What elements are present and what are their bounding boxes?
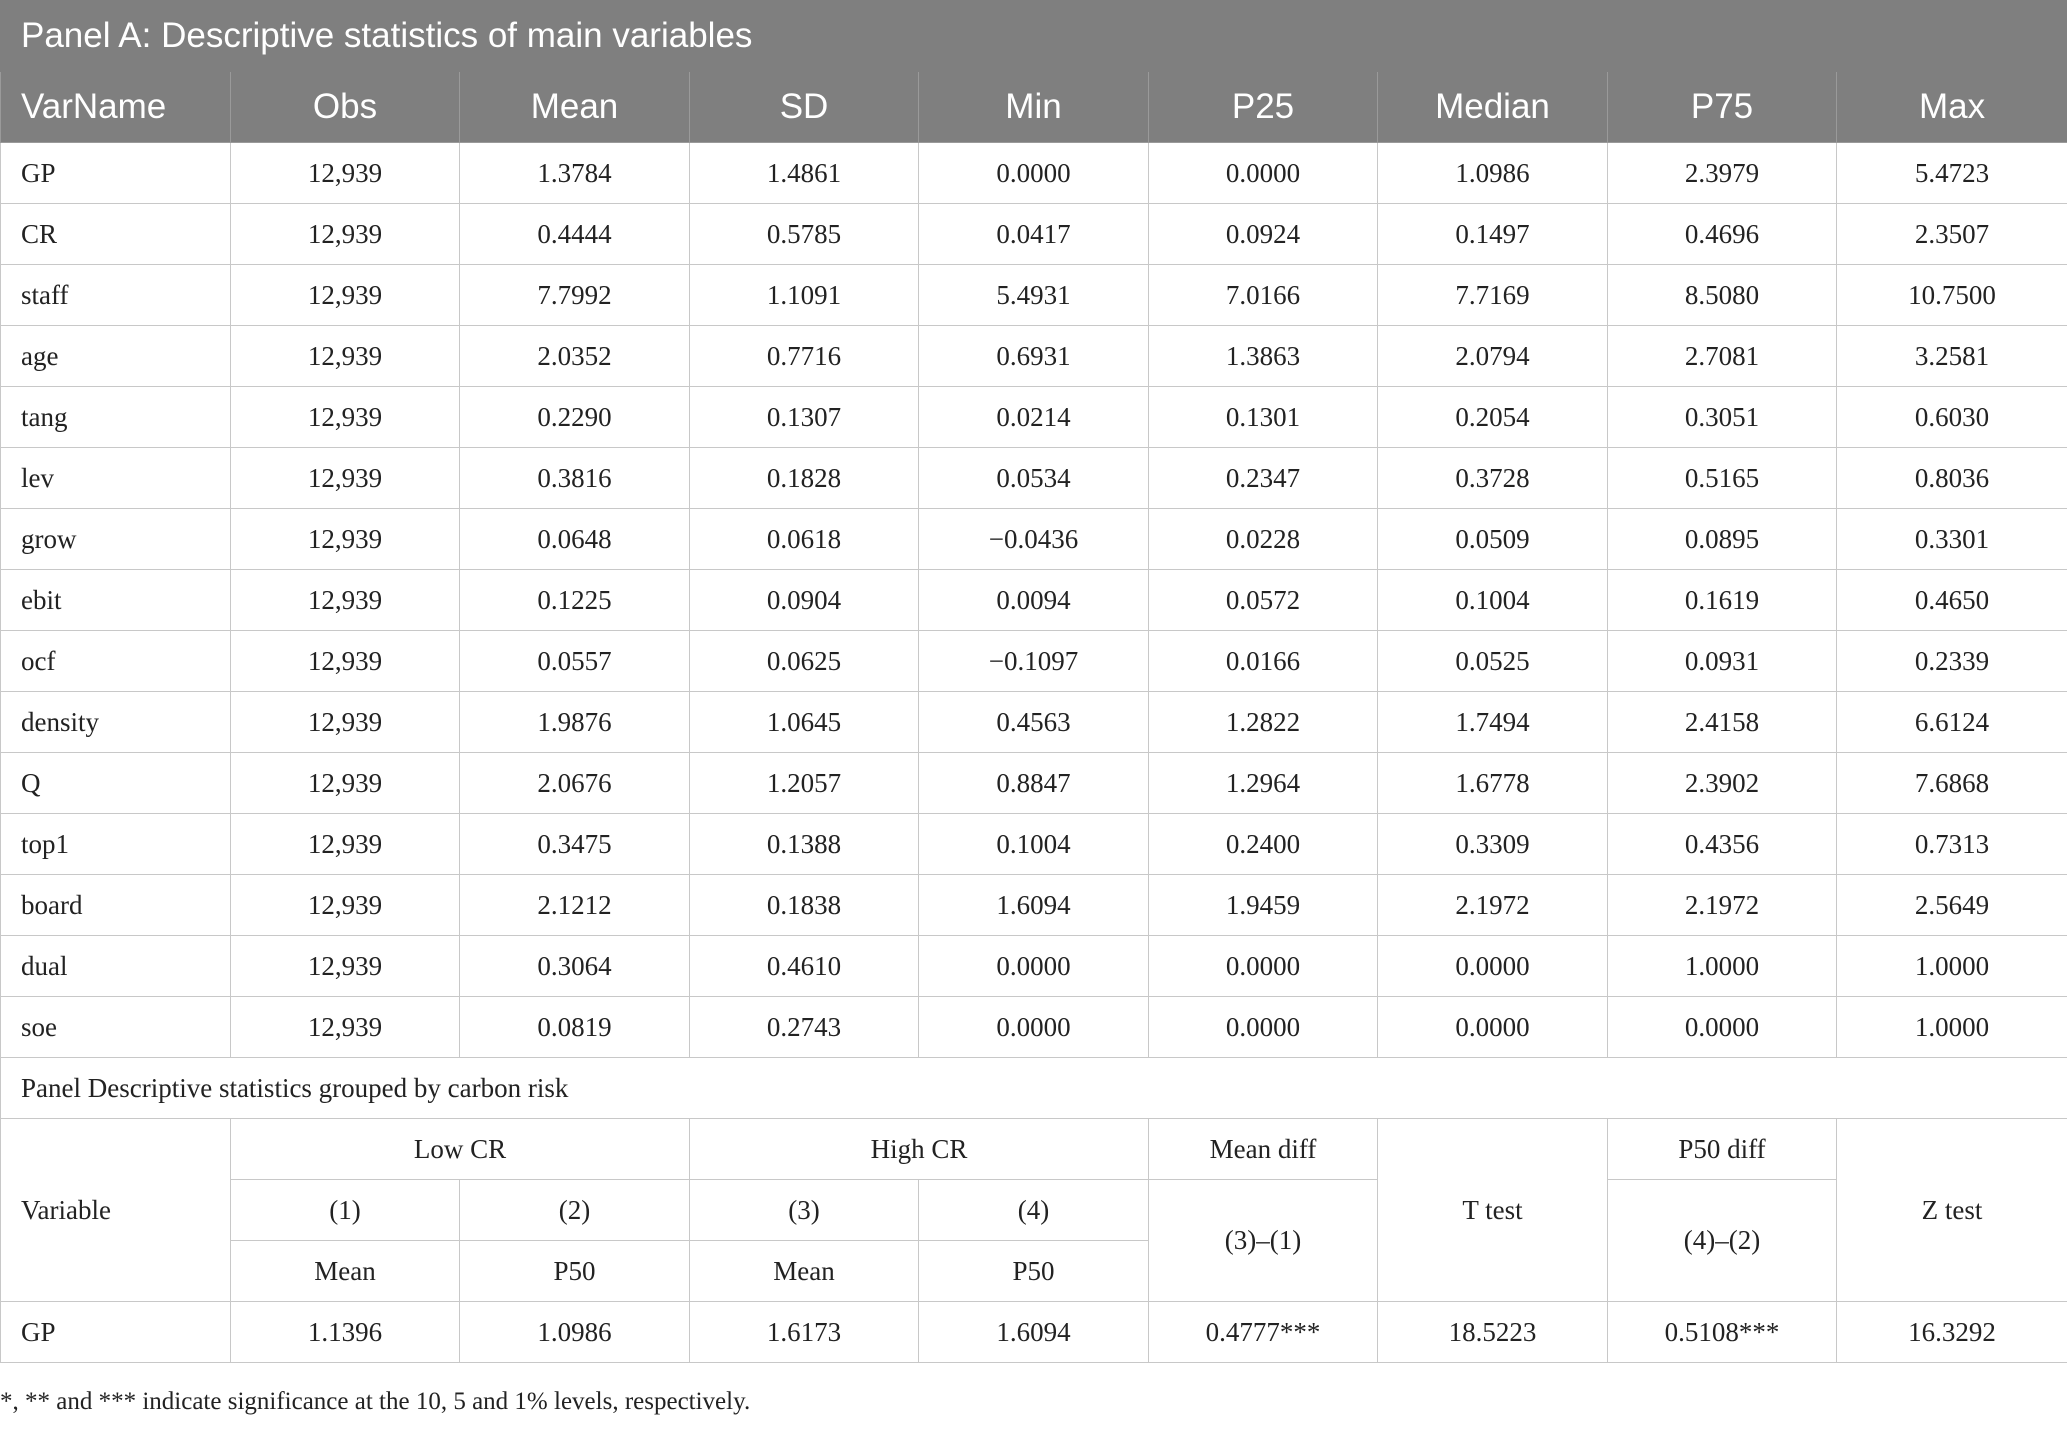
table-cell: 0.0417 — [919, 204, 1149, 265]
panel-b-variable-label: Variable — [1, 1119, 231, 1302]
table-cell: 7.6868 — [1837, 753, 2067, 814]
panel-b-low-cr-label: Low CR — [231, 1119, 690, 1180]
table-cell: 2.1972 — [1378, 875, 1608, 936]
panel-b-p50-diff-formula: (4)–(2) — [1608, 1180, 1837, 1302]
footnote: *, ** and *** indicate significance at the 10, 5 and 1% levels, respectively. — [0, 1388, 751, 1415]
table-cell: 1.4861 — [690, 143, 919, 204]
table-cell: 0.3475 — [460, 814, 690, 875]
table-cell: 2.1212 — [460, 875, 690, 936]
table-cell: 0.8847 — [919, 753, 1149, 814]
table-cell: 0.0000 — [1149, 936, 1378, 997]
panel-b-stat-p50-4: P50 — [919, 1241, 1149, 1302]
table-cell: 12,939 — [231, 387, 460, 448]
header-varname: VarName — [1, 72, 231, 143]
table-cell: 0.0931 — [1608, 631, 1837, 692]
panel-b-stat-mean-3: Mean — [690, 1241, 919, 1302]
table-cell: 0.0000 — [919, 143, 1149, 204]
table-cell: 1.2822 — [1149, 692, 1378, 753]
table-cell: 1.6778 — [1378, 753, 1608, 814]
table-cell: 0.2054 — [1378, 387, 1608, 448]
panel-b-title-row — [1, 1058, 2067, 1119]
table-cell: 0.0000 — [1608, 997, 1837, 1058]
row-variable-name: GP — [1, 143, 231, 204]
table-row — [1, 448, 2067, 509]
header-p25: P25 — [1149, 72, 1378, 143]
table-cell: 1.7494 — [1378, 692, 1608, 753]
panel-b-title: Panel Descriptive statistics grouped by carbon risk — [1, 1058, 2067, 1119]
table-cell: 0.0000 — [1378, 997, 1608, 1058]
table-cell: 0.0228 — [1149, 509, 1378, 570]
table-cell: 12,939 — [231, 204, 460, 265]
table-cell: 1.0645 — [690, 692, 919, 753]
panel-b-col-4: (4) — [919, 1180, 1149, 1241]
row-variable-name: board — [1, 875, 231, 936]
table-cell: 0.0534 — [919, 448, 1149, 509]
table-cell: 0.0000 — [1378, 936, 1608, 997]
panel-b-header-row-1 — [1, 1119, 2067, 1180]
table-row — [1, 387, 2067, 448]
table-cell: 12,939 — [231, 143, 460, 204]
table-cell: 0.0000 — [919, 936, 1149, 997]
row-variable-name: CR — [1, 204, 231, 265]
table-cell: 0.0000 — [1149, 143, 1378, 204]
table-cell: 0.6030 — [1837, 387, 2067, 448]
table-cell: 12,939 — [231, 631, 460, 692]
table-cell: 1.2964 — [1149, 753, 1378, 814]
table-row — [1, 997, 2067, 1058]
table-cell: 0.0819 — [460, 997, 690, 1058]
table-cell: 0.4610 — [690, 936, 919, 997]
table-cell: 0.2347 — [1149, 448, 1378, 509]
table-cell: 2.1972 — [1608, 875, 1837, 936]
table-cell: 8.5080 — [1608, 265, 1837, 326]
table-cell: 12,939 — [231, 997, 460, 1058]
table-row — [1, 509, 2067, 570]
panel-b-low-p50: 1.0986 — [460, 1302, 690, 1363]
table-cell: 0.3301 — [1837, 509, 2067, 570]
table-cell: 2.3979 — [1608, 143, 1837, 204]
table-cell: 0.2290 — [460, 387, 690, 448]
table-cell: 12,939 — [231, 814, 460, 875]
panel-b-high-mean: 1.6173 — [690, 1302, 919, 1363]
table-cell: 0.0895 — [1608, 509, 1837, 570]
table-cell: 0.0166 — [1149, 631, 1378, 692]
panel-b-mean-diff-label: Mean diff — [1149, 1119, 1378, 1180]
table-row — [1, 143, 2067, 204]
table-cell: 0.1307 — [690, 387, 919, 448]
table-row — [1, 875, 2067, 936]
table-cell: 0.1838 — [690, 875, 919, 936]
panel-b-t-test-label: T test — [1378, 1119, 1608, 1302]
panel-b-stat-mean-1: Mean — [231, 1241, 460, 1302]
row-variable-name: Q — [1, 753, 231, 814]
table-cell: 0.3064 — [460, 936, 690, 997]
table-cell: 0.0000 — [919, 997, 1149, 1058]
row-variable-name: tang — [1, 387, 231, 448]
table-cell: 12,939 — [231, 265, 460, 326]
table-cell: 1.9459 — [1149, 875, 1378, 936]
header-median: Median — [1378, 72, 1608, 143]
panel-b-p50-diff-label: P50 diff — [1608, 1119, 1837, 1180]
row-variable-name: age — [1, 326, 231, 387]
panel-b-row-name: GP — [1, 1302, 231, 1363]
table-cell: 2.0352 — [460, 326, 690, 387]
table-cell: 2.3902 — [1608, 753, 1837, 814]
table-cell: 0.0509 — [1378, 509, 1608, 570]
table-cell: 12,939 — [231, 326, 460, 387]
table-cell: 0.1388 — [690, 814, 919, 875]
table-cell: 7.7992 — [460, 265, 690, 326]
row-variable-name: density — [1, 692, 231, 753]
table-cell: 1.0000 — [1608, 936, 1837, 997]
panel-b-high-cr-label: High CR — [690, 1119, 1149, 1180]
table-cell: −0.0436 — [919, 509, 1149, 570]
table-cell: 0.3816 — [460, 448, 690, 509]
table-cell: 0.7716 — [690, 326, 919, 387]
table-cell: 12,939 — [231, 875, 460, 936]
table-cell: 0.4444 — [460, 204, 690, 265]
panel-b-t-test-value: 18.5223 — [1378, 1302, 1608, 1363]
row-variable-name: top1 — [1, 814, 231, 875]
panel-b-low-mean: 1.1396 — [231, 1302, 460, 1363]
panel-a-title: Panel A: Descriptive statistics of main variables — [1, 1, 2067, 72]
table-cell: 2.5649 — [1837, 875, 2067, 936]
table-cell: 0.0904 — [690, 570, 919, 631]
table-cell: 0.1828 — [690, 448, 919, 509]
table-row — [1, 631, 2067, 692]
table-cell: 7.7169 — [1378, 265, 1608, 326]
table-row — [1, 753, 2067, 814]
row-variable-name: dual — [1, 936, 231, 997]
table-cell: 12,939 — [231, 448, 460, 509]
panel-b-header-row-2 — [1, 1180, 2067, 1241]
table-cell: 10.7500 — [1837, 265, 2067, 326]
table-cell: 6.6124 — [1837, 692, 2067, 753]
table-cell: 3.2581 — [1837, 326, 2067, 387]
table-row — [1, 936, 2067, 997]
table-cell: 2.0676 — [460, 753, 690, 814]
table-cell: 1.0000 — [1837, 936, 2067, 997]
table-cell: 1.1091 — [690, 265, 919, 326]
table-cell: 0.0924 — [1149, 204, 1378, 265]
table-cell: 12,939 — [231, 570, 460, 631]
table-cell: 2.3507 — [1837, 204, 2067, 265]
table-cell: 1.3784 — [460, 143, 690, 204]
table-cell: 0.6931 — [919, 326, 1149, 387]
table-cell: 0.0000 — [1149, 997, 1378, 1058]
table-cell: 0.0557 — [460, 631, 690, 692]
table-cell: 0.1301 — [1149, 387, 1378, 448]
table-cell: 1.3863 — [1149, 326, 1378, 387]
table-cell: 0.4696 — [1608, 204, 1837, 265]
table-row — [1, 692, 2067, 753]
table-cell: −0.1097 — [919, 631, 1149, 692]
table-cell: 2.0794 — [1378, 326, 1608, 387]
table-cell: 0.1497 — [1378, 204, 1608, 265]
table-cell: 0.1619 — [1608, 570, 1837, 631]
table-cell: 0.0525 — [1378, 631, 1608, 692]
table-row — [1, 204, 2067, 265]
table-cell: 0.5165 — [1608, 448, 1837, 509]
panel-b-mean-diff-value: 0.4777*** — [1149, 1302, 1378, 1363]
header-min: Min — [919, 72, 1149, 143]
table-cell: 0.4356 — [1608, 814, 1837, 875]
table-cell: 12,939 — [231, 509, 460, 570]
table-cell: 0.3309 — [1378, 814, 1608, 875]
table-cell: 2.4158 — [1608, 692, 1837, 753]
header-obs: Obs — [231, 72, 460, 143]
panel-b-data-row — [1, 1302, 2067, 1363]
row-variable-name: ebit — [1, 570, 231, 631]
table-row — [1, 814, 2067, 875]
panel-b-col-1: (1) — [231, 1180, 460, 1241]
table-cell: 0.5785 — [690, 204, 919, 265]
panel-b-z-test-label: Z test — [1837, 1119, 2067, 1302]
row-variable-name: grow — [1, 509, 231, 570]
panel-b-stat-p50-2: P50 — [460, 1241, 690, 1302]
table-cell: 0.7313 — [1837, 814, 2067, 875]
table-cell: 0.8036 — [1837, 448, 2067, 509]
header-p75: P75 — [1608, 72, 1837, 143]
table-cell: 0.1004 — [919, 814, 1149, 875]
table-cell: 0.0625 — [690, 631, 919, 692]
table-cell: 12,939 — [231, 753, 460, 814]
table-cell: 0.2339 — [1837, 631, 2067, 692]
table-cell: 0.0572 — [1149, 570, 1378, 631]
table-cell: 2.7081 — [1608, 326, 1837, 387]
table-cell: 7.0166 — [1149, 265, 1378, 326]
table-cell: 0.1004 — [1378, 570, 1608, 631]
table-row — [1, 570, 2067, 631]
row-variable-name: lev — [1, 448, 231, 509]
table-cell: 0.2743 — [690, 997, 919, 1058]
panel-a-header-row — [1, 72, 2067, 143]
table-cell: 0.1225 — [460, 570, 690, 631]
table-cell: 1.2057 — [690, 753, 919, 814]
table-cell: 0.3728 — [1378, 448, 1608, 509]
panel-b-high-p50: 1.6094 — [919, 1302, 1149, 1363]
header-sd: SD — [690, 72, 919, 143]
panel-b-col-2: (2) — [460, 1180, 690, 1241]
table-cell: 5.4723 — [1837, 143, 2067, 204]
table-cell: 0.0648 — [460, 509, 690, 570]
table-cell: 1.6094 — [919, 875, 1149, 936]
panel-b-mean-diff-formula: (3)–(1) — [1149, 1180, 1378, 1302]
table-cell: 1.0986 — [1378, 143, 1608, 204]
panel-b-col-3: (3) — [690, 1180, 919, 1241]
panel-a-title-row — [1, 1, 2067, 72]
table-cell: 0.0214 — [919, 387, 1149, 448]
row-variable-name: ocf — [1, 631, 231, 692]
table-cell: 0.4650 — [1837, 570, 2067, 631]
table-cell: 12,939 — [231, 936, 460, 997]
table-cell: 0.0094 — [919, 570, 1149, 631]
table-row — [1, 265, 2067, 326]
table-cell: 1.0000 — [1837, 997, 2067, 1058]
panel-b-z-test-value: 16.3292 — [1837, 1302, 2067, 1363]
table-cell: 1.9876 — [460, 692, 690, 753]
header-mean: Mean — [460, 72, 690, 143]
table-cell: 0.3051 — [1608, 387, 1837, 448]
table-cell: 0.4563 — [919, 692, 1149, 753]
table-cell: 0.2400 — [1149, 814, 1378, 875]
panel-b-p50-diff-value: 0.5108*** — [1608, 1302, 1837, 1363]
table-cell: 0.0618 — [690, 509, 919, 570]
table-cell: 5.4931 — [919, 265, 1149, 326]
header-max: Max — [1837, 72, 2067, 143]
row-variable-name: staff — [1, 265, 231, 326]
table-cell: 12,939 — [231, 692, 460, 753]
row-variable-name: soe — [1, 997, 231, 1058]
table-row — [1, 326, 2067, 387]
